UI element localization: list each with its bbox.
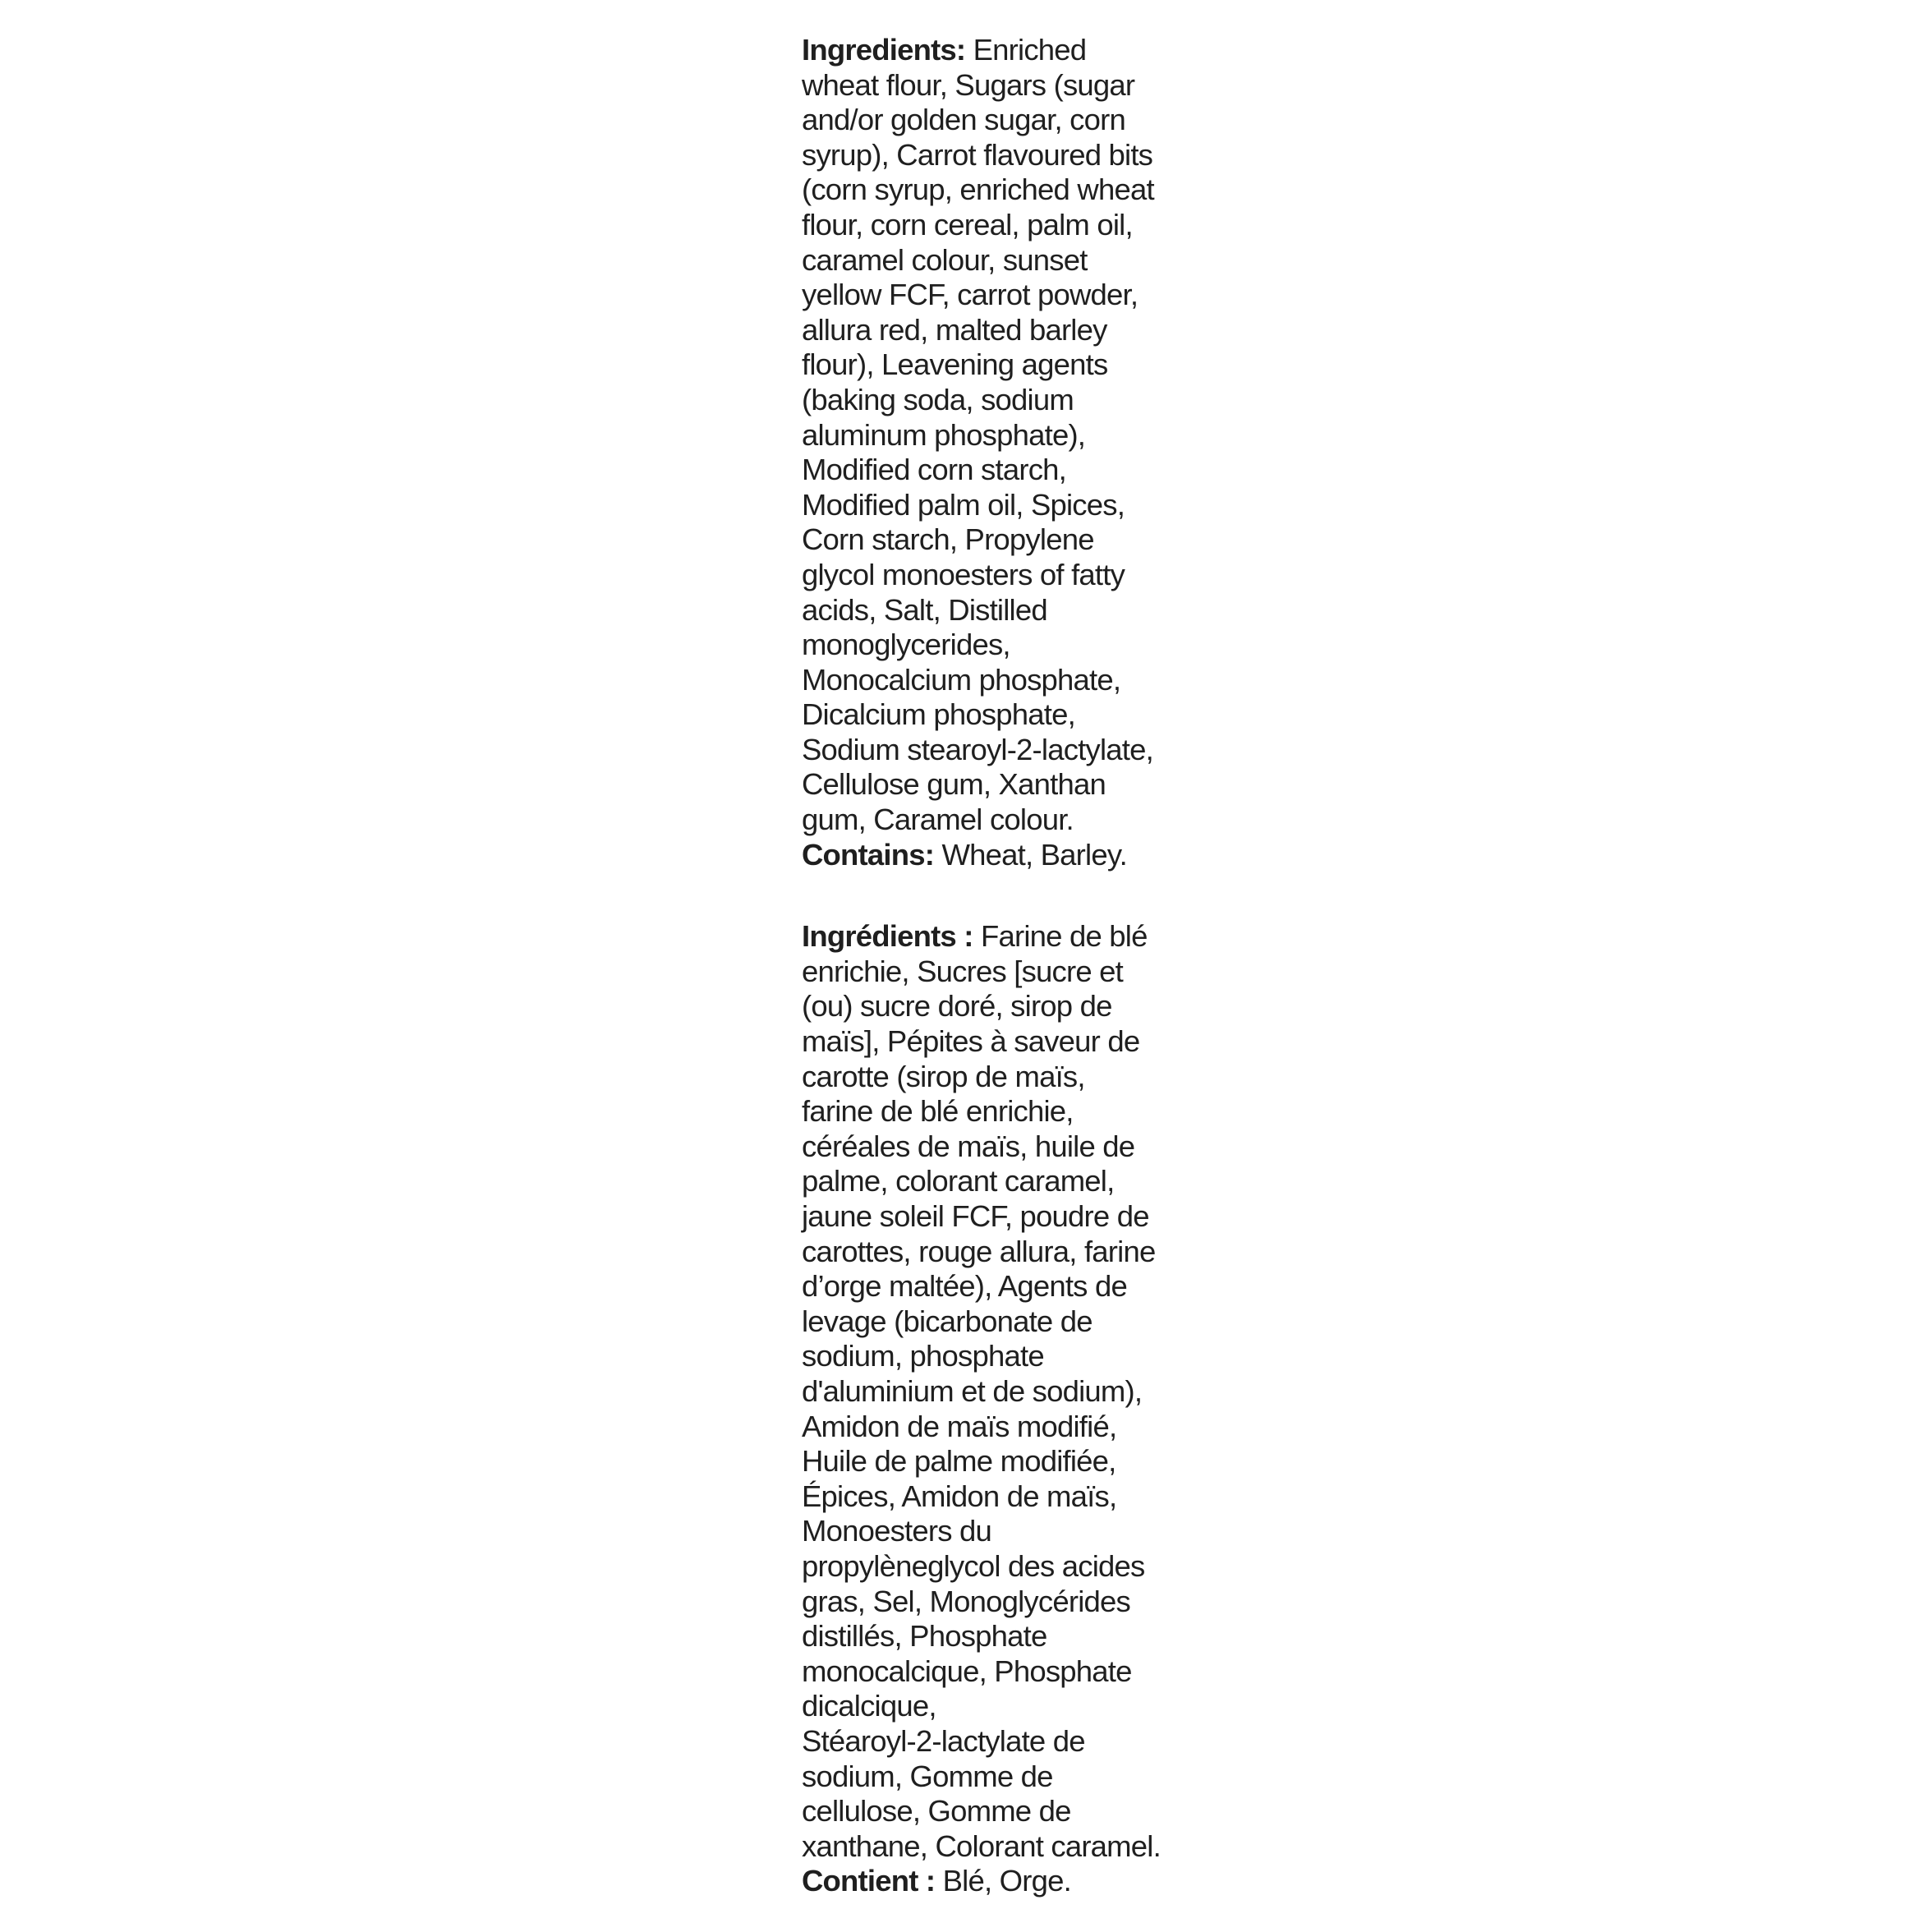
french-ingredients-text: Farine de blé [973, 919, 1148, 954]
french-ingredients-line: (ou) sucre doré, sirop de [802, 989, 1112, 1024]
english-ingredients-line: (baking soda, sodium [802, 382, 1074, 416]
french-ingredients-line: sodium, phosphate [802, 1339, 1044, 1373]
french-ingredients-line: d’orge maltée), Agents de [802, 1269, 1127, 1304]
french-ingredients-line: Épices, Amidon de maïs, [802, 1479, 1117, 1513]
french-ingredients-line: jaune soleil FCF, poudre de [802, 1199, 1149, 1233]
french-ingredients-line: d'aluminium et de sodium), [802, 1373, 1143, 1408]
english-contains-text: Wheat, Barley. [934, 837, 1127, 872]
english-ingredients-line: Sodium stearoyl-2-lactylate, [802, 732, 1153, 766]
english-ingredients-block [802, 33, 1163, 872]
french-ingredients-line: sodium, Gomme de [802, 1759, 1053, 1793]
french-ingredients-line-1 [802, 919, 1163, 954]
english-ingredients-line: syrup), Carrot flavoured bits [802, 137, 1153, 172]
french-ingredients-line: gras, Sel, Monoglycérides [802, 1584, 1130, 1618]
french-ingredients-line: propylèneglycol des acides [802, 1548, 1145, 1583]
french-ingredients-line: levage (bicarbonate de [802, 1304, 1092, 1338]
french-ingredients-line: carotte (sirop de maïs, [802, 1059, 1085, 1093]
french-ingredients-heading: Ingrédients : [802, 919, 973, 954]
english-ingredients-text: Enriched [965, 33, 1087, 67]
french-ingredients-line: xanthane, Colorant caramel. [802, 1828, 1161, 1863]
french-contains-heading: Contient : [802, 1864, 936, 1898]
english-ingredients-line: Corn starch, Propylene [802, 522, 1094, 557]
english-ingredients-line-1 [802, 33, 1163, 68]
ingredients-label [802, 33, 1163, 1899]
english-ingredients-line: Monocalcium phosphate, [802, 662, 1121, 697]
english-ingredients-line: wheat flour, Sugars (sugar [802, 67, 1135, 102]
english-ingredients-line: flour, corn cereal, palm oil, [802, 207, 1133, 242]
french-ingredients-line: monocalcique, Phosphate [802, 1654, 1132, 1688]
english-ingredients-line: glycol monoesters of fatty [802, 557, 1125, 591]
english-ingredients-line: gum, Caramel colour. [802, 803, 1074, 837]
french-ingredients-block [802, 919, 1163, 1899]
english-contains-heading: Contains: [802, 837, 935, 872]
english-ingredients-line: flour), Leavening agents [802, 347, 1108, 382]
french-ingredients-line: Amidon de maïs modifié, [802, 1409, 1117, 1443]
french-ingredients-line: Monoesters du [802, 1514, 992, 1548]
french-ingredients-line: palme, colorant caramel, [802, 1164, 1115, 1198]
french-ingredients-line: Huile de palme modifiée, [802, 1444, 1116, 1479]
english-contains-line [802, 838, 1163, 873]
english-ingredients-heading: Ingredients: [802, 33, 966, 67]
english-ingredients-line: yellow FCF, carrot powder, [802, 278, 1138, 312]
english-ingredients-line: Dicalcium phosphate, [802, 697, 1075, 732]
french-ingredients-line: Stéaroyl-2-lactylate de [802, 1723, 1085, 1758]
french-ingredients-line: cellulose, Gomme de [802, 1794, 1071, 1828]
french-contains-line [802, 1864, 1163, 1899]
french-ingredients-line: céréales de maïs, huile de [802, 1129, 1135, 1163]
french-ingredients-line: farine de blé enrichie, [802, 1094, 1074, 1129]
french-ingredients-line: distillés, Phosphate [802, 1619, 1047, 1654]
english-ingredients-line: caramel colour, sunset [802, 242, 1088, 277]
english-ingredients-line: Cellulose gum, Xanthan [802, 767, 1106, 802]
english-ingredients-line: Modified palm oil, Spices, [802, 487, 1125, 522]
french-contains-text: Blé, Orge. [935, 1864, 1071, 1898]
english-ingredients-line: Modified corn starch, [802, 453, 1066, 487]
french-ingredients-line: carottes, rouge allura, farine [802, 1234, 1156, 1268]
french-ingredients-line: enrichie, Sucres [sucre et [802, 954, 1124, 988]
english-ingredients-line: and/or golden sugar, corn [802, 103, 1125, 137]
english-ingredients-line: (corn syrup, enriched wheat [802, 172, 1154, 207]
french-ingredients-line: maïs], Pépites à saveur de [802, 1024, 1140, 1059]
english-ingredients-line: aluminum phosphate), [802, 417, 1086, 452]
french-ingredients-line: dicalcique, [802, 1689, 936, 1723]
english-ingredients-line: monoglycerides, [802, 628, 1010, 662]
english-ingredients-line: acids, Salt, Distilled [802, 592, 1047, 627]
english-ingredients-line: allura red, malted barley [802, 312, 1107, 347]
